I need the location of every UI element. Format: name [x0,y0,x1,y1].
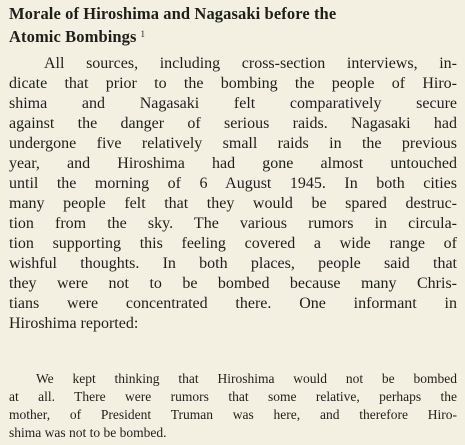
body-line: dicate that prior to the bombing the people of Hiro- [9,75,457,92]
quote-line: mother, of President Truman was here, and therefore Hiro- [9,407,457,422]
body-line: tians were concentrated there. One informant in [9,295,457,312]
quote-line: at all. There were rumors that some relative, perhaps the [9,389,457,404]
heading-line-1: Morale of Hiroshima and Nagasaki before the [9,4,337,23]
body-line: until the morning of 6 August 1945. In both cities [9,175,457,192]
footnote-marker: 1 [140,29,146,39]
body-line: wishful thoughts. In both places, people said that [9,255,457,272]
body-line: Hiroshima reported: [9,315,139,332]
body-line: they were not to be bombed because many Chris- [9,275,457,292]
body-line: many people felt that they would be spared destruc- [9,195,457,212]
body-line: tion from the sky. The various rumors in circula- [9,215,457,232]
heading-line-2 [9,24,459,47]
body-line: undergone five relatively small raids in the previous [9,135,457,152]
body-line: against the danger of serious raids. Nagasaki had [9,115,457,132]
body-line: shima and Nagasaki felt comparatively secure [9,95,457,112]
body-line: All sources, including cross-section interviews, in- [44,55,457,72]
body-line: year, and Hiroshima had gone almost untouched [9,155,457,172]
body-line: tion supporting this feeling covered a wide range of [9,235,457,252]
quote-line: shima was not to be bombed. [9,425,167,440]
heading-line-2-text: Atomic Bombings [9,27,137,46]
quote-line: We kept thinking that Hiroshima would not be bombed [36,371,457,386]
section-heading [9,4,459,47]
